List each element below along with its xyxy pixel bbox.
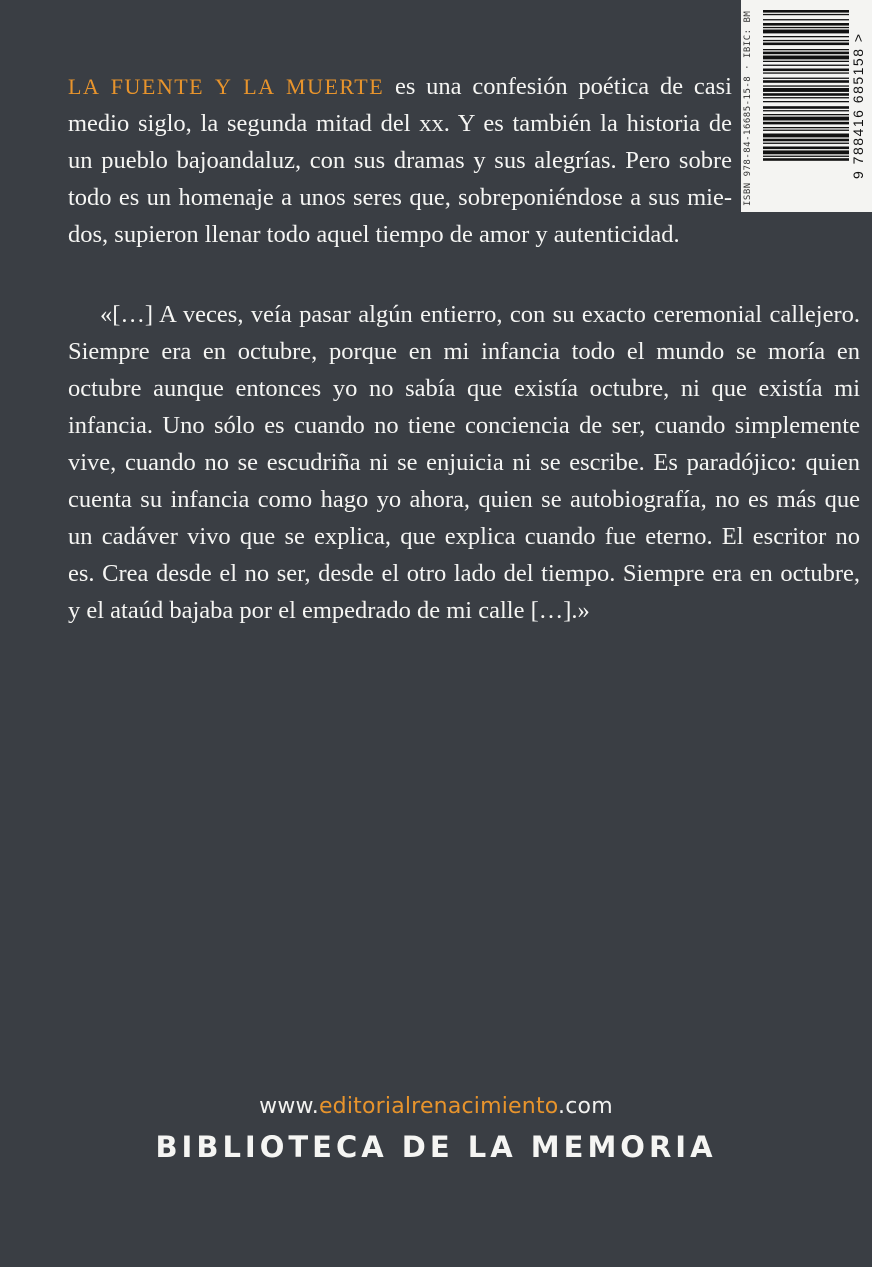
barcode-bar: [763, 49, 849, 50]
blurb-line: es una confesión poética de casi: [384, 73, 732, 100]
barcode-bar: [763, 106, 849, 109]
quote-line: un cadáver vivo que se explica, que explica cuando fue eterno. El escritor no: [68, 523, 860, 550]
isbn-barcode: [741, 0, 872, 212]
barcode-bar: [763, 65, 849, 66]
book-title: LA FUENTE Y LA MUERTE: [68, 74, 385, 99]
quote-line: infancia. Uno sólo es cuando no tiene conciencia de ser, cuando simplemente: [68, 412, 860, 439]
blurb-paragraph: [68, 68, 732, 253]
barcode-bar: [763, 52, 849, 55]
website-prefix: www.: [259, 1094, 319, 1119]
blurb-line: todo es un homenaje a unos seres que, sobreponiéndose a sus mie-: [68, 184, 732, 211]
barcode-bar: [763, 36, 849, 37]
barcode-bar: [763, 14, 849, 15]
barcode-bar: [763, 30, 849, 34]
barcode-bar: [763, 56, 849, 60]
barcode-bar: [763, 61, 849, 62]
publisher-website[interactable]: [0, 1094, 872, 1119]
barcode-bar: [763, 40, 849, 41]
barcode-bar: [763, 114, 849, 115]
barcode-bar: [763, 88, 849, 92]
barcode-bar: [763, 117, 849, 121]
barcode-bar: [763, 85, 849, 86]
barcode-bar: [763, 139, 849, 142]
quote-line: «[…] A veces, veía pasar algún entierro, con su exacto ceremonial callejero.: [100, 301, 860, 328]
quote-line: es. Crea desde el no ser, desde el otro lado del tiempo. Siempre era en octubre,: [68, 560, 860, 587]
barcode-bar: [763, 19, 849, 20]
barcode-bar: [763, 72, 849, 73]
barcode-bar: [763, 158, 849, 161]
barcode-bar: [763, 134, 849, 138]
barcode-bar: [763, 97, 849, 98]
quote-line: cuenta su infancia como hago yo ahora, quien se autobiografía, no es más que: [68, 486, 860, 513]
quote-line: y el ataúd bajaba por el empedrado de mi calle […].»: [68, 597, 590, 624]
blurb-line: un pueblo bajoandaluz, con sus dramas y sus alegrías. Pero sobre: [68, 147, 732, 174]
blurb-line: medio siglo, la segunda mitad del xx. Y es también la historia de: [68, 110, 732, 137]
barcode-bar: [763, 122, 849, 125]
barcode-bar: [763, 150, 849, 154]
website-name: editorialrenacimiento: [318, 1094, 559, 1119]
quote-line: Siempre era en octubre, porque en mi infancia todo el mundo se moría en: [68, 338, 860, 365]
barcode-bar: [763, 78, 849, 79]
barcode-bar: [763, 27, 849, 28]
barcode-bar: [763, 127, 849, 128]
barcode-bar: [763, 130, 849, 131]
series-name: BIBLIOTECA DE LA MEMORIA: [155, 1130, 717, 1164]
barcode-bar: [763, 10, 849, 13]
barcode-bar: [763, 23, 849, 26]
barcode-bar: [763, 80, 849, 83]
barcode-digits: 9 788416 685158 >: [850, 32, 866, 180]
website-suffix: .com: [558, 1094, 613, 1119]
barcode-bars: [763, 10, 849, 206]
barcode-bar: [763, 69, 849, 72]
barcode-bar: [763, 93, 849, 96]
quote-paragraph: [68, 296, 860, 629]
barcode-bar: [763, 101, 849, 102]
blurb-line: dos, supieron llenar todo aquel tiempo de amor y autenticidad.: [68, 221, 680, 248]
quote-line: vive, cuando no se escudriña ni se enjuicia ni se escribe. Es paradójico: quien: [68, 449, 860, 476]
barcode-bar: [763, 156, 849, 157]
barcode-bar: [763, 147, 849, 150]
barcode-bar: [763, 110, 849, 111]
barcode-bar: [763, 143, 849, 144]
barcode-bar: [763, 43, 849, 46]
quote-line: octubre aunque entonces yo no sabía que existía octubre, ni que existía mi: [68, 375, 860, 402]
isbn-label: ISBN 978-84-16685-15-8 · IBIC: BM: [743, 10, 753, 206]
